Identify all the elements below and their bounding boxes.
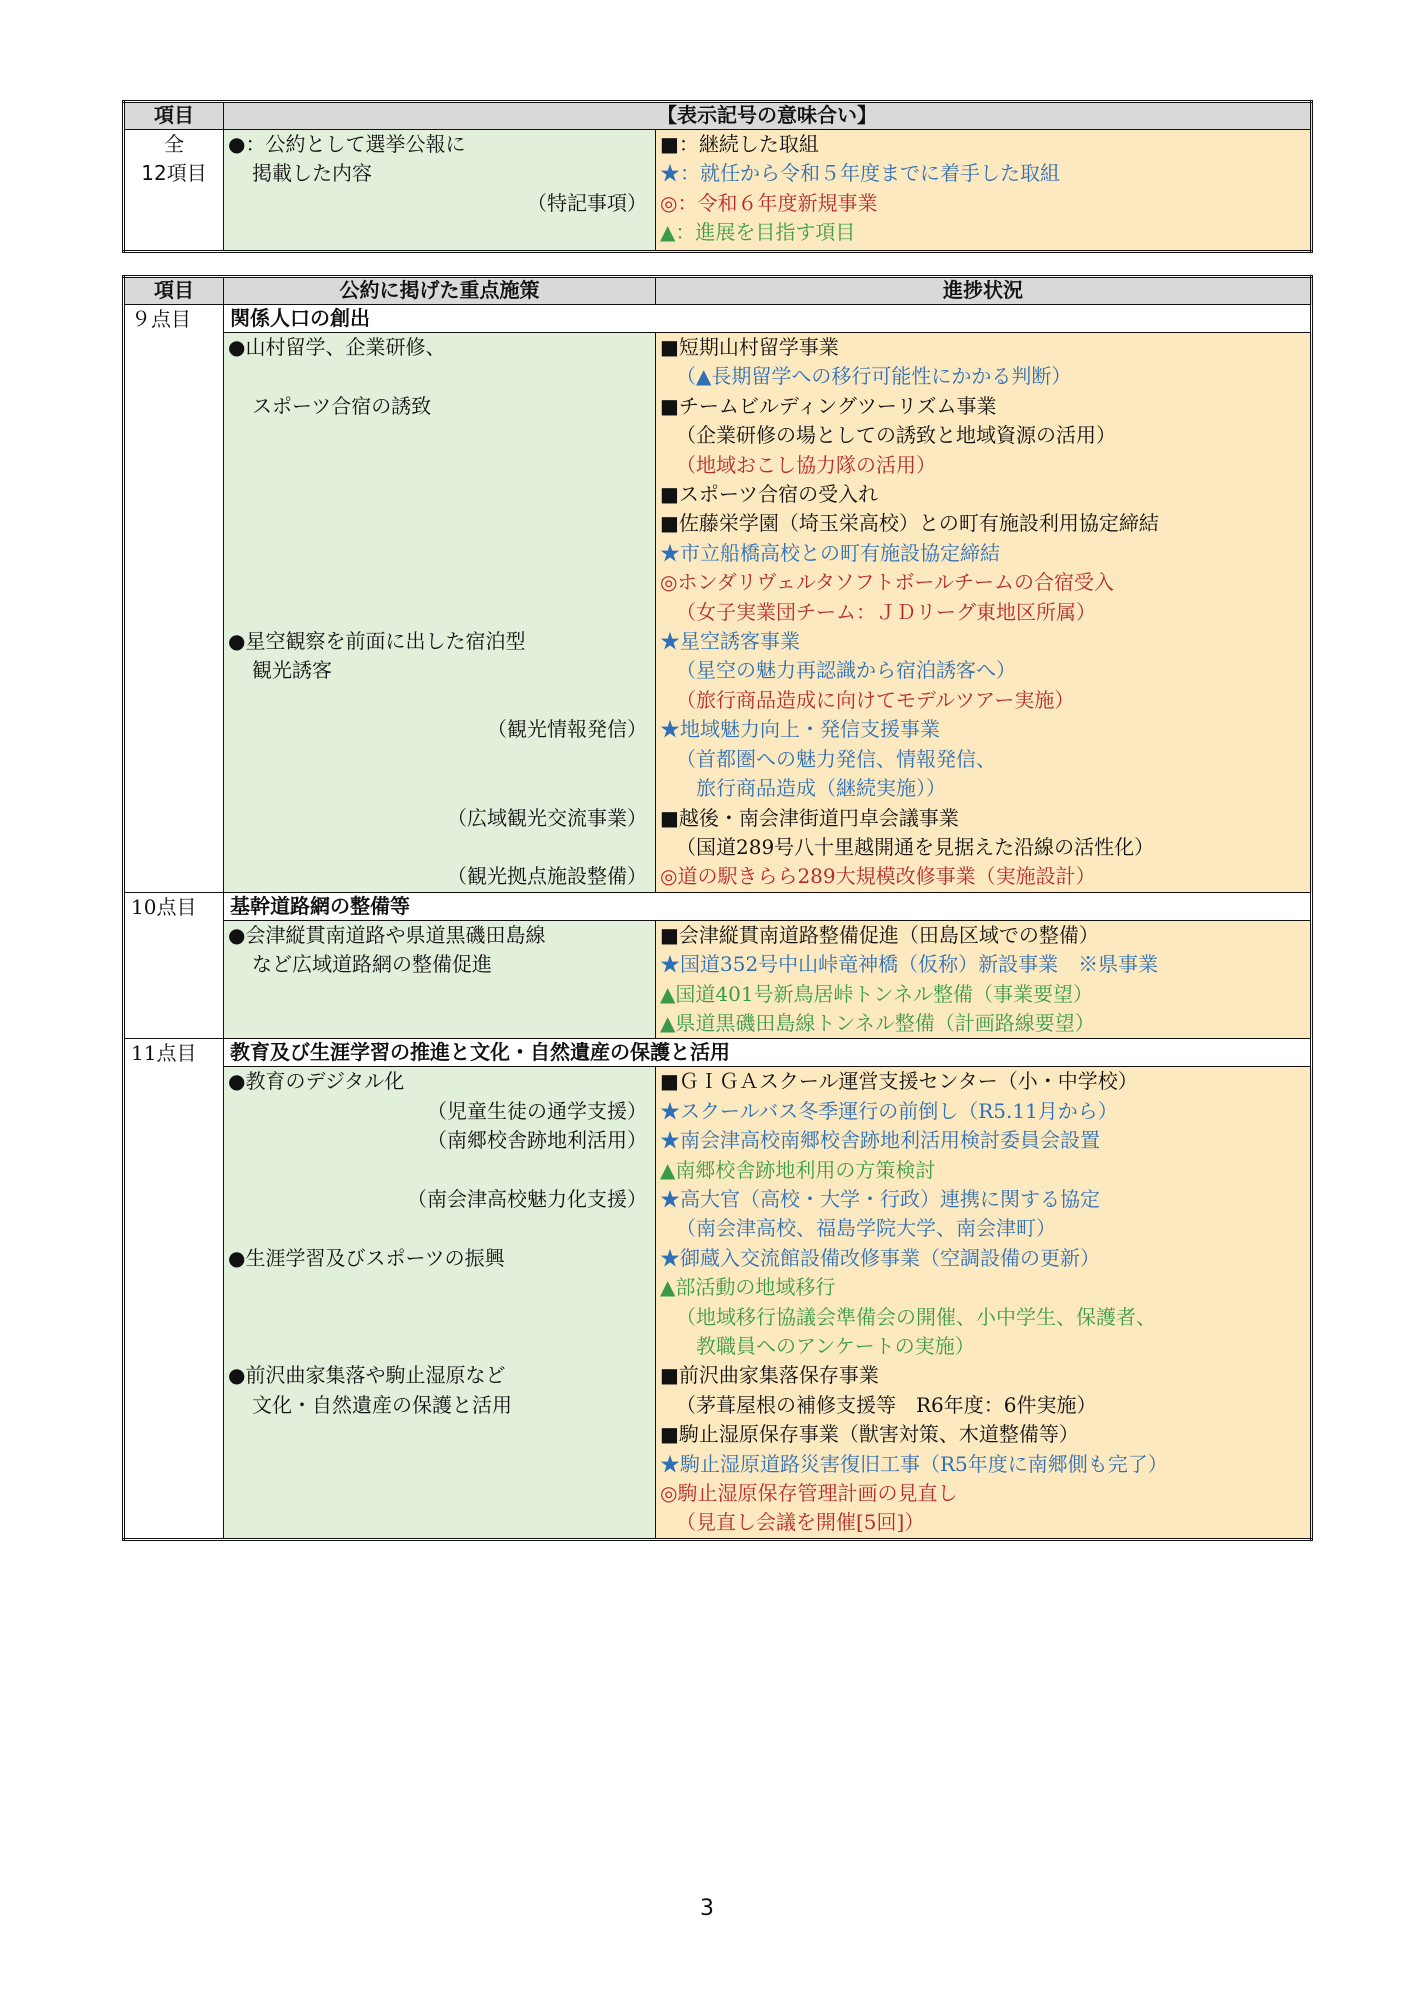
policy-line — [224, 745, 655, 774]
progress-line: ★駒止湿原道路災害復旧工事（R5年度に南郷側も完了） — [660, 1451, 1168, 1476]
progress-cell — [656, 333, 1312, 893]
policy-line — [224, 421, 655, 450]
section-title-row — [124, 1039, 1312, 1067]
policy-line: ●生涯学習及びスポーツの振興 — [228, 1245, 505, 1270]
progress-line: （女子実業団チーム：ＪＤリーグ東地区所属） — [676, 599, 1096, 624]
policy-line: 観光誘客 — [252, 658, 332, 683]
progress-line: ■短期山村留学事業 — [660, 335, 839, 359]
legend-left-line: （特記事項） — [527, 190, 647, 215]
policy-line: など広域道路網の整備促進 — [252, 952, 492, 977]
progress-cell — [656, 920, 1312, 1039]
legend-left — [224, 130, 656, 252]
policy-line: （南会津高校魅力化支援） — [407, 1186, 647, 1211]
legend-left-line: 掲載した内容 — [252, 161, 372, 186]
legend-line-continuing: ■：継続した取組 — [660, 132, 819, 156]
progress-line: ★市立船橋高校との町有施設協定締結 — [660, 540, 1000, 565]
policy-line: ●前沢曲家集落や駒止湿原など — [228, 1363, 506, 1388]
progress-line: ★スクールバス冬季運行の前倒し（R5.11月から） — [660, 1098, 1118, 1123]
policy-line — [224, 598, 655, 627]
policy-line: ●山村留学、企業研修、 — [228, 335, 446, 359]
progress-line: （旅行商品造成に向けてモデルツアー実施） — [676, 687, 1075, 712]
policy-cell — [224, 920, 656, 1039]
progress-line: ■越後・南会津街道円卓会議事業 — [660, 805, 959, 830]
policy-line: ●会津縦貫南道路や県道黒磯田島線 — [228, 922, 546, 947]
progress-line: （地域移行協議会準備会の開催、小中学生、保護者、 — [676, 1304, 1156, 1329]
section-title: 教育及び生涯学習の推進と文化・自然遺産の保護と活用 — [224, 1039, 1312, 1067]
section-title-row — [124, 892, 1312, 920]
progress-line: ▲国道401号新鳥居峠トンネル整備（事業要望） — [660, 981, 1093, 1006]
legend-col-meaning: 【表示記号の意味合い】 — [224, 102, 1312, 130]
policy-line — [224, 686, 655, 715]
progress-line: ★御蔵入交流館設備改修事業（空調設備の更新） — [660, 1245, 1100, 1270]
progress-line: ■駒止湿原保存事業（獣害対策、木道整備等） — [660, 1422, 1079, 1447]
main-table — [122, 275, 1313, 1541]
progress-line: ◎道の駅きらら289大規模改修事業（実施設計） — [660, 864, 1096, 889]
policy-line — [224, 1332, 655, 1361]
policy-line — [224, 1156, 655, 1185]
policy-line — [224, 362, 655, 391]
policy-line — [224, 1303, 655, 1332]
progress-line: （▲長期留学への移行可能性にかかる判断） — [676, 364, 1072, 389]
policy-line: （広域観光交流事業） — [447, 805, 647, 830]
progress-line: ★国道352号中山峠竜神橋（仮称）新設事業 ※県事業 — [660, 952, 1159, 977]
legend-item-line2: 12項目 — [141, 161, 207, 185]
policy-cell — [224, 333, 656, 893]
policy-line — [224, 1273, 655, 1302]
policy-line — [224, 509, 655, 538]
progress-line: 教職員へのアンケートの実施） — [696, 1334, 975, 1358]
policy-line — [224, 774, 655, 803]
policy-cell — [224, 1067, 656, 1540]
progress-line: ■会津縦貫南道路整備促進（田島区域での整備） — [660, 922, 1099, 947]
progress-line: ★地域魅力向上・発信支援事業 — [660, 717, 940, 742]
policy-line: （児童生徒の通学支援） — [427, 1098, 647, 1123]
section-title-row — [124, 305, 1312, 333]
progress-line: ■チームビルディングツーリズム事業 — [660, 393, 997, 418]
policy-line: 文化・自然遺産の保護と活用 — [252, 1392, 512, 1417]
policy-line: ●星空観察を前面に出した宿泊型 — [228, 629, 526, 654]
progress-line: ★高大官（高校・大学・行政）連携に関する協定 — [660, 1186, 1100, 1211]
section-content-row — [124, 333, 1312, 893]
policy-line: スポーツ合宿の誘致 — [252, 393, 432, 418]
policy-line — [224, 1214, 655, 1243]
policy-line: （観光拠点施設整備） — [447, 864, 647, 889]
legend-right — [656, 130, 1312, 252]
progress-line: ▲県道黒磯田島線トンネル整備（計画路線要望） — [660, 1010, 1095, 1035]
section-item-label: ９点目 — [124, 305, 224, 893]
progress-line: （南会津高校、福島学院大学、南会津町） — [676, 1216, 1056, 1241]
policy-line: ●教育のデジタル化 — [228, 1069, 405, 1094]
progress-line: （地域おこし協力隊の活用） — [676, 452, 936, 477]
section-title: 関係人口の創出 — [224, 305, 1312, 333]
progress-line: （首都圏への魅力発信、情報発信、 — [676, 746, 996, 771]
progress-line: ▲南郷校舎跡地利用の方策検討 — [660, 1157, 936, 1182]
progress-line: ★星空誘客事業 — [660, 629, 800, 654]
main-col-item: 項目 — [124, 277, 224, 305]
progress-line: （企業研修の場としての誘致と地域資源の活用） — [676, 423, 1116, 448]
progress-line: ★南会津高校南郷校舎跡地利活用検討委員会設置 — [660, 1128, 1100, 1153]
policy-line — [224, 568, 655, 597]
progress-line: 旅行商品造成（継続実施）） — [696, 776, 946, 801]
progress-line: （見直し会議を開催[5回]） — [676, 1510, 925, 1535]
legend-line-progress: ▲：進展を目指す項目 — [660, 220, 856, 245]
legend-left-line: ●：公約として選挙公報に — [228, 132, 466, 156]
progress-line: ◎駒止湿原保存管理計画の見直し — [660, 1481, 958, 1506]
section-title: 基幹道路網の整備等 — [224, 892, 1312, 920]
legend-line-started: ★：就任から令和５年度までに着手した取組 — [660, 161, 1060, 186]
legend-table — [122, 100, 1313, 253]
progress-line: ■前沢曲家集落保存事業 — [660, 1363, 879, 1388]
legend-item-cell — [124, 130, 224, 252]
policy-line — [224, 451, 655, 480]
policy-line: （観光情報発信） — [487, 717, 647, 742]
main-col-progress: 進捗状況 — [656, 277, 1312, 305]
section-item-label: 11点目 — [124, 1039, 224, 1540]
legend-line-new: ◎：令和６年度新規事業 — [660, 190, 878, 215]
progress-line: ■スポーツ合宿の受入れ — [660, 482, 879, 507]
policy-line — [224, 480, 655, 509]
progress-line: （星空の魅力再認識から宿泊誘客へ） — [676, 658, 1016, 683]
progress-cell — [656, 1067, 1312, 1540]
policy-line — [224, 539, 655, 568]
progress-line: ◎ホンダリヴェルタソフトボールチームの合宿受入 — [660, 570, 1115, 595]
legend-col-item: 項目 — [124, 102, 224, 130]
section-item-label: 10点目 — [124, 892, 224, 1039]
progress-line: ■佐藤栄学園（埼玉栄高校）との町有施設利用協定締結 — [660, 511, 1159, 536]
page-number: 3 — [700, 1896, 714, 1921]
progress-line: （茅葺屋根の補修支援等 R6年度：6件実施） — [676, 1392, 1097, 1417]
progress-line: ■ＧＩＧＡスクール運営支援センター（小・中学校） — [660, 1069, 1138, 1094]
section-content-row — [124, 1067, 1312, 1540]
section-content-row — [124, 920, 1312, 1039]
main-col-policy: 公約に掲げた重点施策 — [224, 277, 656, 305]
policy-line: （南郷校舎跡地利活用） — [427, 1128, 647, 1153]
policy-line — [224, 833, 655, 862]
progress-line: （国道289号八十里越開通を見据えた沿線の活性化） — [676, 834, 1155, 859]
progress-line: ▲部活動の地域移行 — [660, 1275, 836, 1300]
legend-item-line1: 全 — [164, 132, 184, 156]
